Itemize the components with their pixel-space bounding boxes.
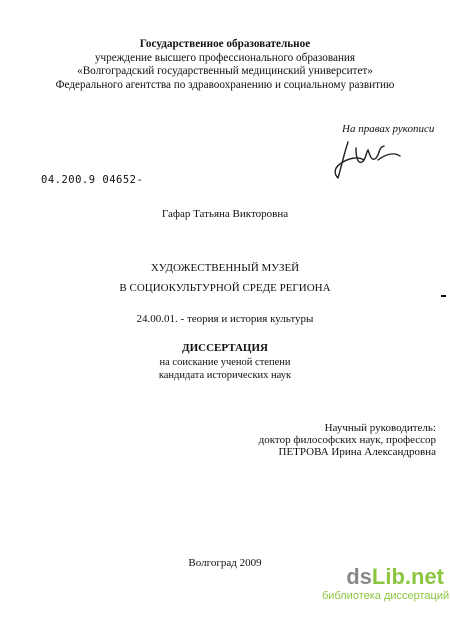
supervisor-credentials: доктор философских наук, профессор bbox=[258, 434, 436, 446]
supervisor-block bbox=[259, 422, 436, 458]
watermark-logo-lib: Lib.net bbox=[371, 564, 444, 589]
author-signature bbox=[326, 134, 406, 182]
institution-header bbox=[0, 38, 450, 92]
work-type-line-2: кандидата исторических наук bbox=[158, 370, 292, 381]
margin-mark bbox=[441, 295, 446, 297]
supervisor-name: ПЕТРОВА Ирина Александровна bbox=[278, 446, 436, 458]
institution-line-1: Государственное образовательное bbox=[139, 38, 311, 50]
watermark-caption: библиотека диссертаций bbox=[322, 590, 450, 602]
institution-line-3: «Волгоградский государственный медицинский университет» bbox=[77, 65, 373, 77]
work-type-heading: ДИССЕРТАЦИЯ bbox=[182, 342, 268, 354]
work-type-line-1: на соискание ученой степени bbox=[159, 357, 291, 368]
catalog-number-dash: - bbox=[136, 174, 144, 186]
catalog-number-text: 04.200.9 04652 bbox=[41, 174, 137, 186]
supervisor-label: Научный руководитель: bbox=[324, 422, 436, 434]
watermark-logo bbox=[322, 565, 444, 589]
watermark-logo-ds: ds bbox=[346, 564, 372, 589]
dissertation-title-line-1: ХУДОЖЕСТВЕННЫЙ МУЗЕЙ bbox=[150, 262, 300, 274]
city-year: Волгоград 2009 bbox=[188, 557, 262, 569]
specialty-code: 24.00.01. - теория и история культуры bbox=[136, 313, 314, 325]
institution-line-2: учреждение высшего профессионального образования bbox=[94, 51, 356, 64]
author-name: Гафар Татьяна Викторовна bbox=[161, 208, 289, 220]
dslib-watermark bbox=[322, 564, 450, 602]
catalog-number bbox=[41, 174, 143, 186]
manuscript-note: На правах рукописи bbox=[342, 123, 435, 135]
dissertation-title-line-2: В СОЦИОКУЛЬТУРНОЙ СРЕДЕ РЕГИОНА bbox=[119, 282, 331, 294]
institution-line-4: Федерального агентства по здравоохранению и социальному развитию bbox=[55, 78, 395, 91]
